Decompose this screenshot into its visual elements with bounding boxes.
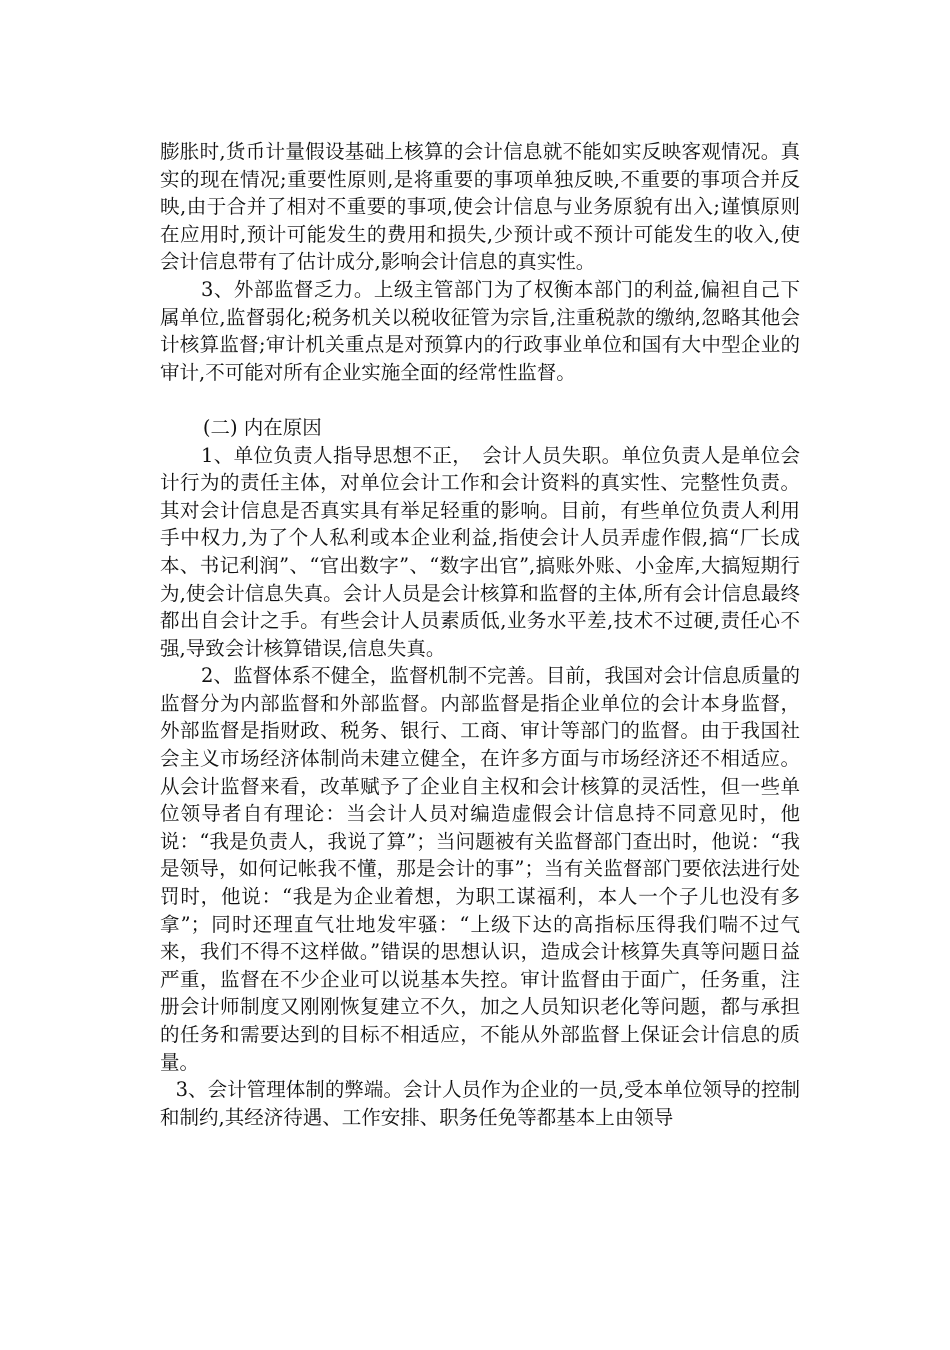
paragraph-leadership: 1、单位负责人指导思想不正， 会计人员失职。单位负责人是单位会计行为的责任主体，对单位会计工作和会计资料的真实性、完整性负责。其对会计信息是否真实具有举足轻重的影响。目前，有些单位负责人利用手中权力,为了个人私利或本企业利益,指使会计人员弄虚作假,搞“厂长成本、书记利润”、“官出数字”、“数字出官”,搞账外账、小金库,大搞短期行为,使会计信息失真。会计人员是会计核算和监督的主体,所有会计信息最终都出自会计之手。有些会计人员素质低,业务水平差,技术不过硬,责任心不强,导致会计核算错误,信息失真。 bbox=[160, 443, 800, 660]
blank-line bbox=[160, 386, 800, 414]
paragraph-supervision-system: 2、监督体系不健全，监督机制不完善。目前，我国对会计信息质量的监督分为内部监督和外部监督。内部监督是指企业单位的会计本身监督，外部监督是指财政、税务、银行、工商、审计等部门的监督。由于我国社会主义市场经济体制尚未建立健全，在许多方面与市场经济还不相适应。从会计监督来看，改革赋予了企业自主权和会计核算的灵活性，但一些单位领导者自有理论：当会计人员对编造虚假会计信息持不同意见时，他说：“我是负责人，我说了算”；当问题被有关监督部门查出时，他说：“我是领导，如何记帐我不懂，那是会计的事”；当有关监督部门要依法进行处罚时，他说：“我是为企业着想，为职工谋福利，本人一个子儿也没有多拿”；同时还理直气壮地发牢骚：“上级下达的高指标压得我们喘不过气来，我们不得不这样做。”错误的思想认识，造成会计核算失真等问题日益严重，监督在不少企业可以说基本失控。审计监督由于面广，任务重，注册会计师制度又刚刚恢复建立不久，加之人员知识老化等问题，都与承担的任务和需要达到的目标不相适应，不能从外部监督上保证会计信息的质量。 bbox=[160, 664, 800, 1074]
paragraph-management-system: 3、会计管理体制的弊端。会计人员作为企业的一员,受本单位领导的控制和制约,其经济待遇、工作安排、职务任免等都基本上由领导 bbox=[160, 1078, 800, 1129]
document-body bbox=[160, 138, 800, 1131]
section-heading-internal-causes: (二) 内在原因 bbox=[202, 415, 322, 439]
paragraph-continuation: 膨胀时,货币计量假设基础上核算的会计信息就不能如实反映客观情况。真实的现在情况;重要性原则,是将重要的事项单独反映,不重要的事项合并反映,由于合并了相对不重要的事项,使会计信息与业务原貌有出入;谨慎原则在应用时,预计可能发生的费用和损失,少预计或不预计可能发生的收入,使会计信息带有了估计成分,影响会计信息的真实性。 bbox=[160, 140, 800, 274]
paragraph-external-supervision: 3、外部监督乏力。上级主管部门为了权衡本部门的利益,偏袒自己下属单位,监督弱化;税务机关以税收征管为宗旨,注重税款的缴纳,忽略其他会计核算监督;审计机关重点是对预算内的行政事业单位和国有大中型企业的审计,不可能对所有企业实施全面的经常性监督。 bbox=[160, 277, 800, 384]
